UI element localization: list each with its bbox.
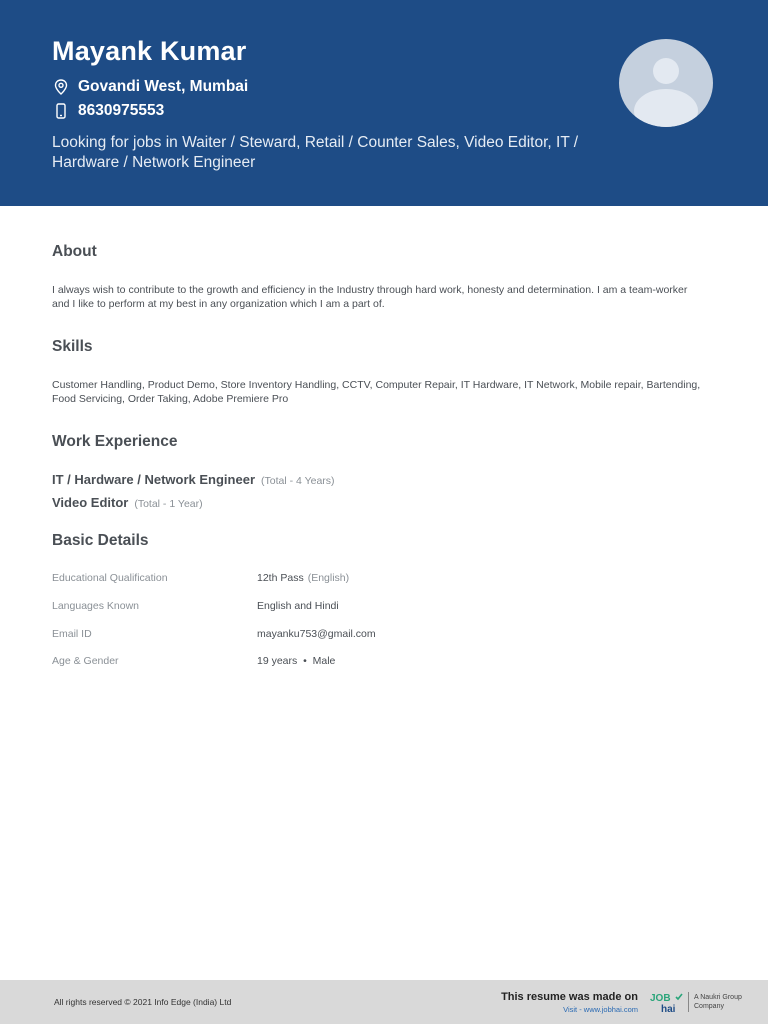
skills-text: Customer Handling, Product Demo, Store Inventory Handling, CCTV, Computer Repair, IT Hardware, IT Network, Mobile repair, Bartending, Food Servicing, Order Taking, Adobe Premiere Pro	[52, 379, 701, 405]
logo-divider	[688, 992, 689, 1012]
phone-icon	[52, 102, 70, 120]
visit-link[interactable]: Visit - www.jobhai.com	[563, 1005, 638, 1014]
education-medium: (English)	[307, 572, 350, 584]
detail-label-languages: Languages Known	[52, 600, 139, 612]
detail-value-age-gender: 19 years • Male	[257, 655, 336, 667]
copyright-text: All rights reserved © 2021 Info Edge (India) Ltd	[54, 997, 232, 1007]
phone-row	[52, 102, 164, 120]
footer	[0, 980, 768, 1024]
phone-text: 8630975553	[78, 102, 165, 119]
job-preferences: Looking for jobs in Waiter / Steward, Retail / Counter Sales, Video Editor, IT / Hardware / Network Engineer	[52, 134, 579, 171]
naukri-group-text: A Naukri Group Company	[694, 994, 742, 1010]
logo-text-top: JOB	[650, 993, 671, 1004]
detail-value-languages: English and Hindi	[257, 600, 339, 612]
experience-role: IT / Hardware / Network Engineer	[52, 472, 255, 487]
experience-item	[52, 472, 335, 487]
location-row	[52, 78, 248, 96]
experience-duration: (Total - 4 Years)	[261, 475, 335, 487]
logo-text-bottom: hai	[661, 1004, 676, 1014]
made-on-text: This resume was made on	[501, 991, 638, 1003]
profile-header	[0, 0, 768, 206]
avatar-placeholder	[619, 39, 713, 127]
detail-label-email: Email ID	[52, 628, 92, 640]
about-text: I always wish to contribute to the growth and efficiency in the Industry through hard work, honesty and determination. I am a team-worker and I like to perform at my best in any organization which I am a part of.	[52, 284, 688, 310]
jobhai-logo	[650, 990, 686, 1014]
work-experience-title: Work Experience	[52, 433, 178, 450]
detail-value-email: mayanku753@gmail.com	[257, 628, 376, 640]
location-text: Govandi West, Mumbai	[78, 78, 249, 95]
experience-role: Video Editor	[52, 495, 129, 510]
detail-label-age-gender: Age & Gender	[52, 655, 119, 667]
detail-value-education	[257, 572, 349, 584]
candidate-name: Mayank Kumar	[52, 36, 247, 66]
experience-duration: (Total - 1 Year)	[134, 498, 203, 510]
skills-title: Skills	[52, 338, 93, 355]
education-value: 12th Pass	[257, 572, 304, 584]
basic-details-title: Basic Details	[52, 532, 149, 549]
experience-item	[52, 495, 203, 510]
about-title: About	[52, 243, 97, 260]
detail-label-education: Educational Qualification	[52, 572, 168, 584]
location-pin-icon	[52, 78, 70, 96]
